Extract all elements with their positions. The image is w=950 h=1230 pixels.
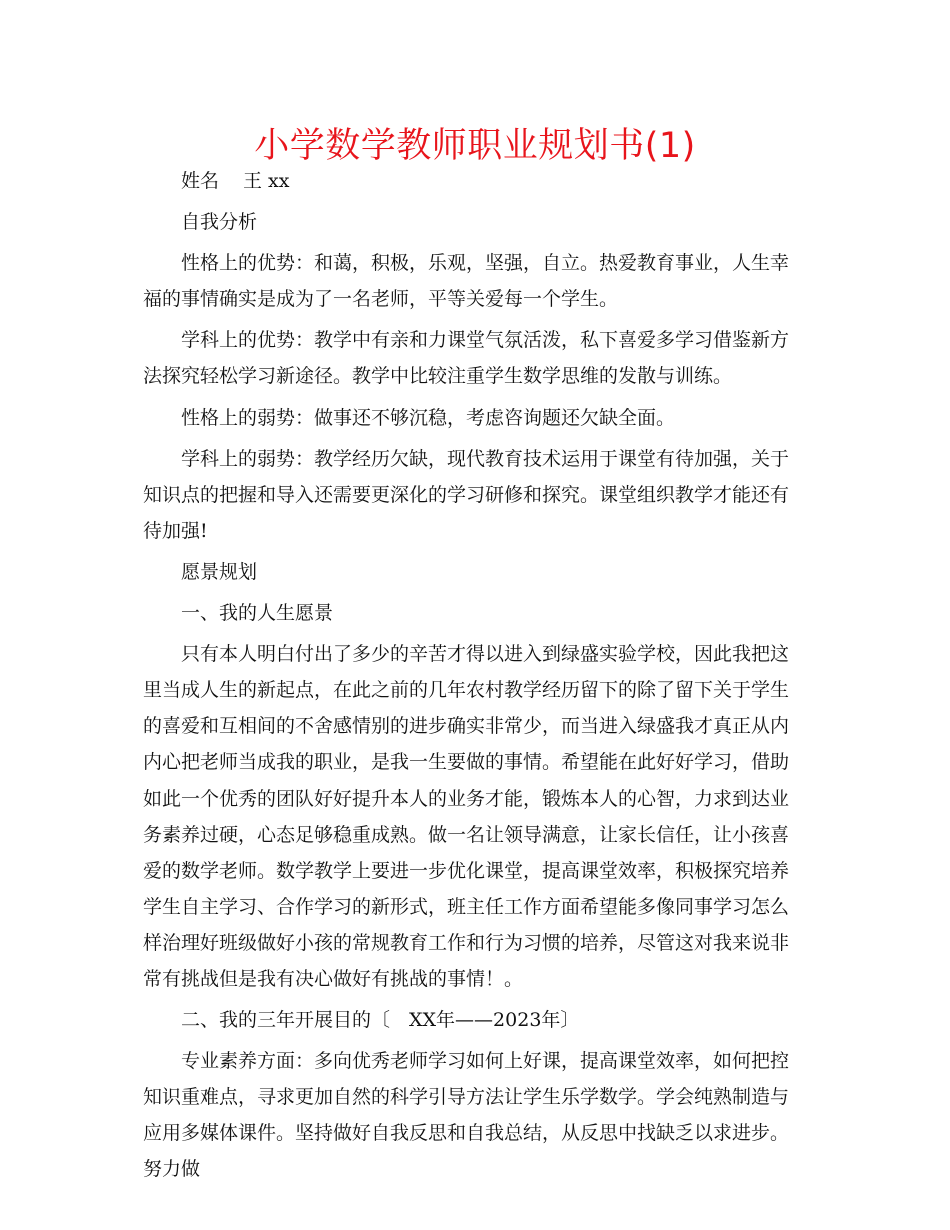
document-body	[143, 163, 803, 1188]
heading-life-vision: 一、我的人生愿景	[181, 602, 334, 625]
name-value: 王 xx	[243, 170, 290, 192]
heading-self-analysis: 自我分析	[181, 211, 258, 234]
paragraph-professional-literacy: 专业素养方面：多向优秀老师学习如何上好课，提高课堂效率，如何把控知识重难点，寻求更加自然的科学引导方法让学生乐学数学。学会纯熟制造与应用多媒体课件。坚持做好自我反思和自我总结，从反思中找缺乏以求进步。努力做	[143, 1050, 790, 1181]
paragraph-subject-weaknesses: 学科上的弱势：教学经历欠缺，现代教育技术运用于课堂有待加强，关于知识点的把握和导入还需要更深化的学习研修和探究。课堂组织教学才能还有待加强!	[143, 447, 790, 542]
heading-vision-planning: 愿景规划	[181, 560, 258, 583]
name-label: 姓名	[181, 170, 220, 192]
name-line	[143, 163, 803, 199]
document-title: 小学数学教师职业规划书(1)	[254, 126, 696, 166]
heading-three-year-goals: 二、我的三年开展目的〔 XX年——2023年〕	[181, 1009, 580, 1032]
paragraph-life-vision: 只有本人明白付出了多少的辛苦才得以进入到绿盛实验学校，因此我把这里当成人生的新起点，在此之前的几年农村教学经历留下的除了留下关于学生的喜爱和互相间的不舍感情别的进步确实非常少，而当进入绿盛我才真正从内内心把老师当成我的职业，是我一生要做的事情。希望能在此好好学习，借助如此一个优秀的团队好好提升本人的业务才能，锻炼本人的心智，力求到达业务素养过硬，心态足够稳重成熟。做一名让领导满意，让家长信任，让小孩喜爱的数学老师。数学教学上要进一步优化课堂，提高课堂效率，积极探究培养学生自主学习、合作学习的新形式，班主任工作方面希望能多像同事学习怎么样治理好班级做好小孩的常规教育工作和行为习惯的培养，尽管这对我来说非常有挑战但是我有决心做好有挑战的事情！。	[143, 643, 790, 990]
paragraph-personality-weaknesses: 性格上的弱势：做事还不够沉稳，考虑咨询题还欠缺全面。	[181, 406, 676, 429]
paragraph-personality-strengths: 性格上的优势：和蔼，积极，乐观，坚强，自立。热爱教育事业，人生幸福的事情确实是成为了一名老师，平等关爱每一个学生。	[143, 252, 790, 311]
paragraph-subject-strengths: 学科上的优势：教学中有亲和力课堂气氛活泼，私下喜爱多学习借鉴新方法探究轻松学习新途径。教学中比较注重学生数学思维的发散与训练。	[143, 329, 790, 388]
